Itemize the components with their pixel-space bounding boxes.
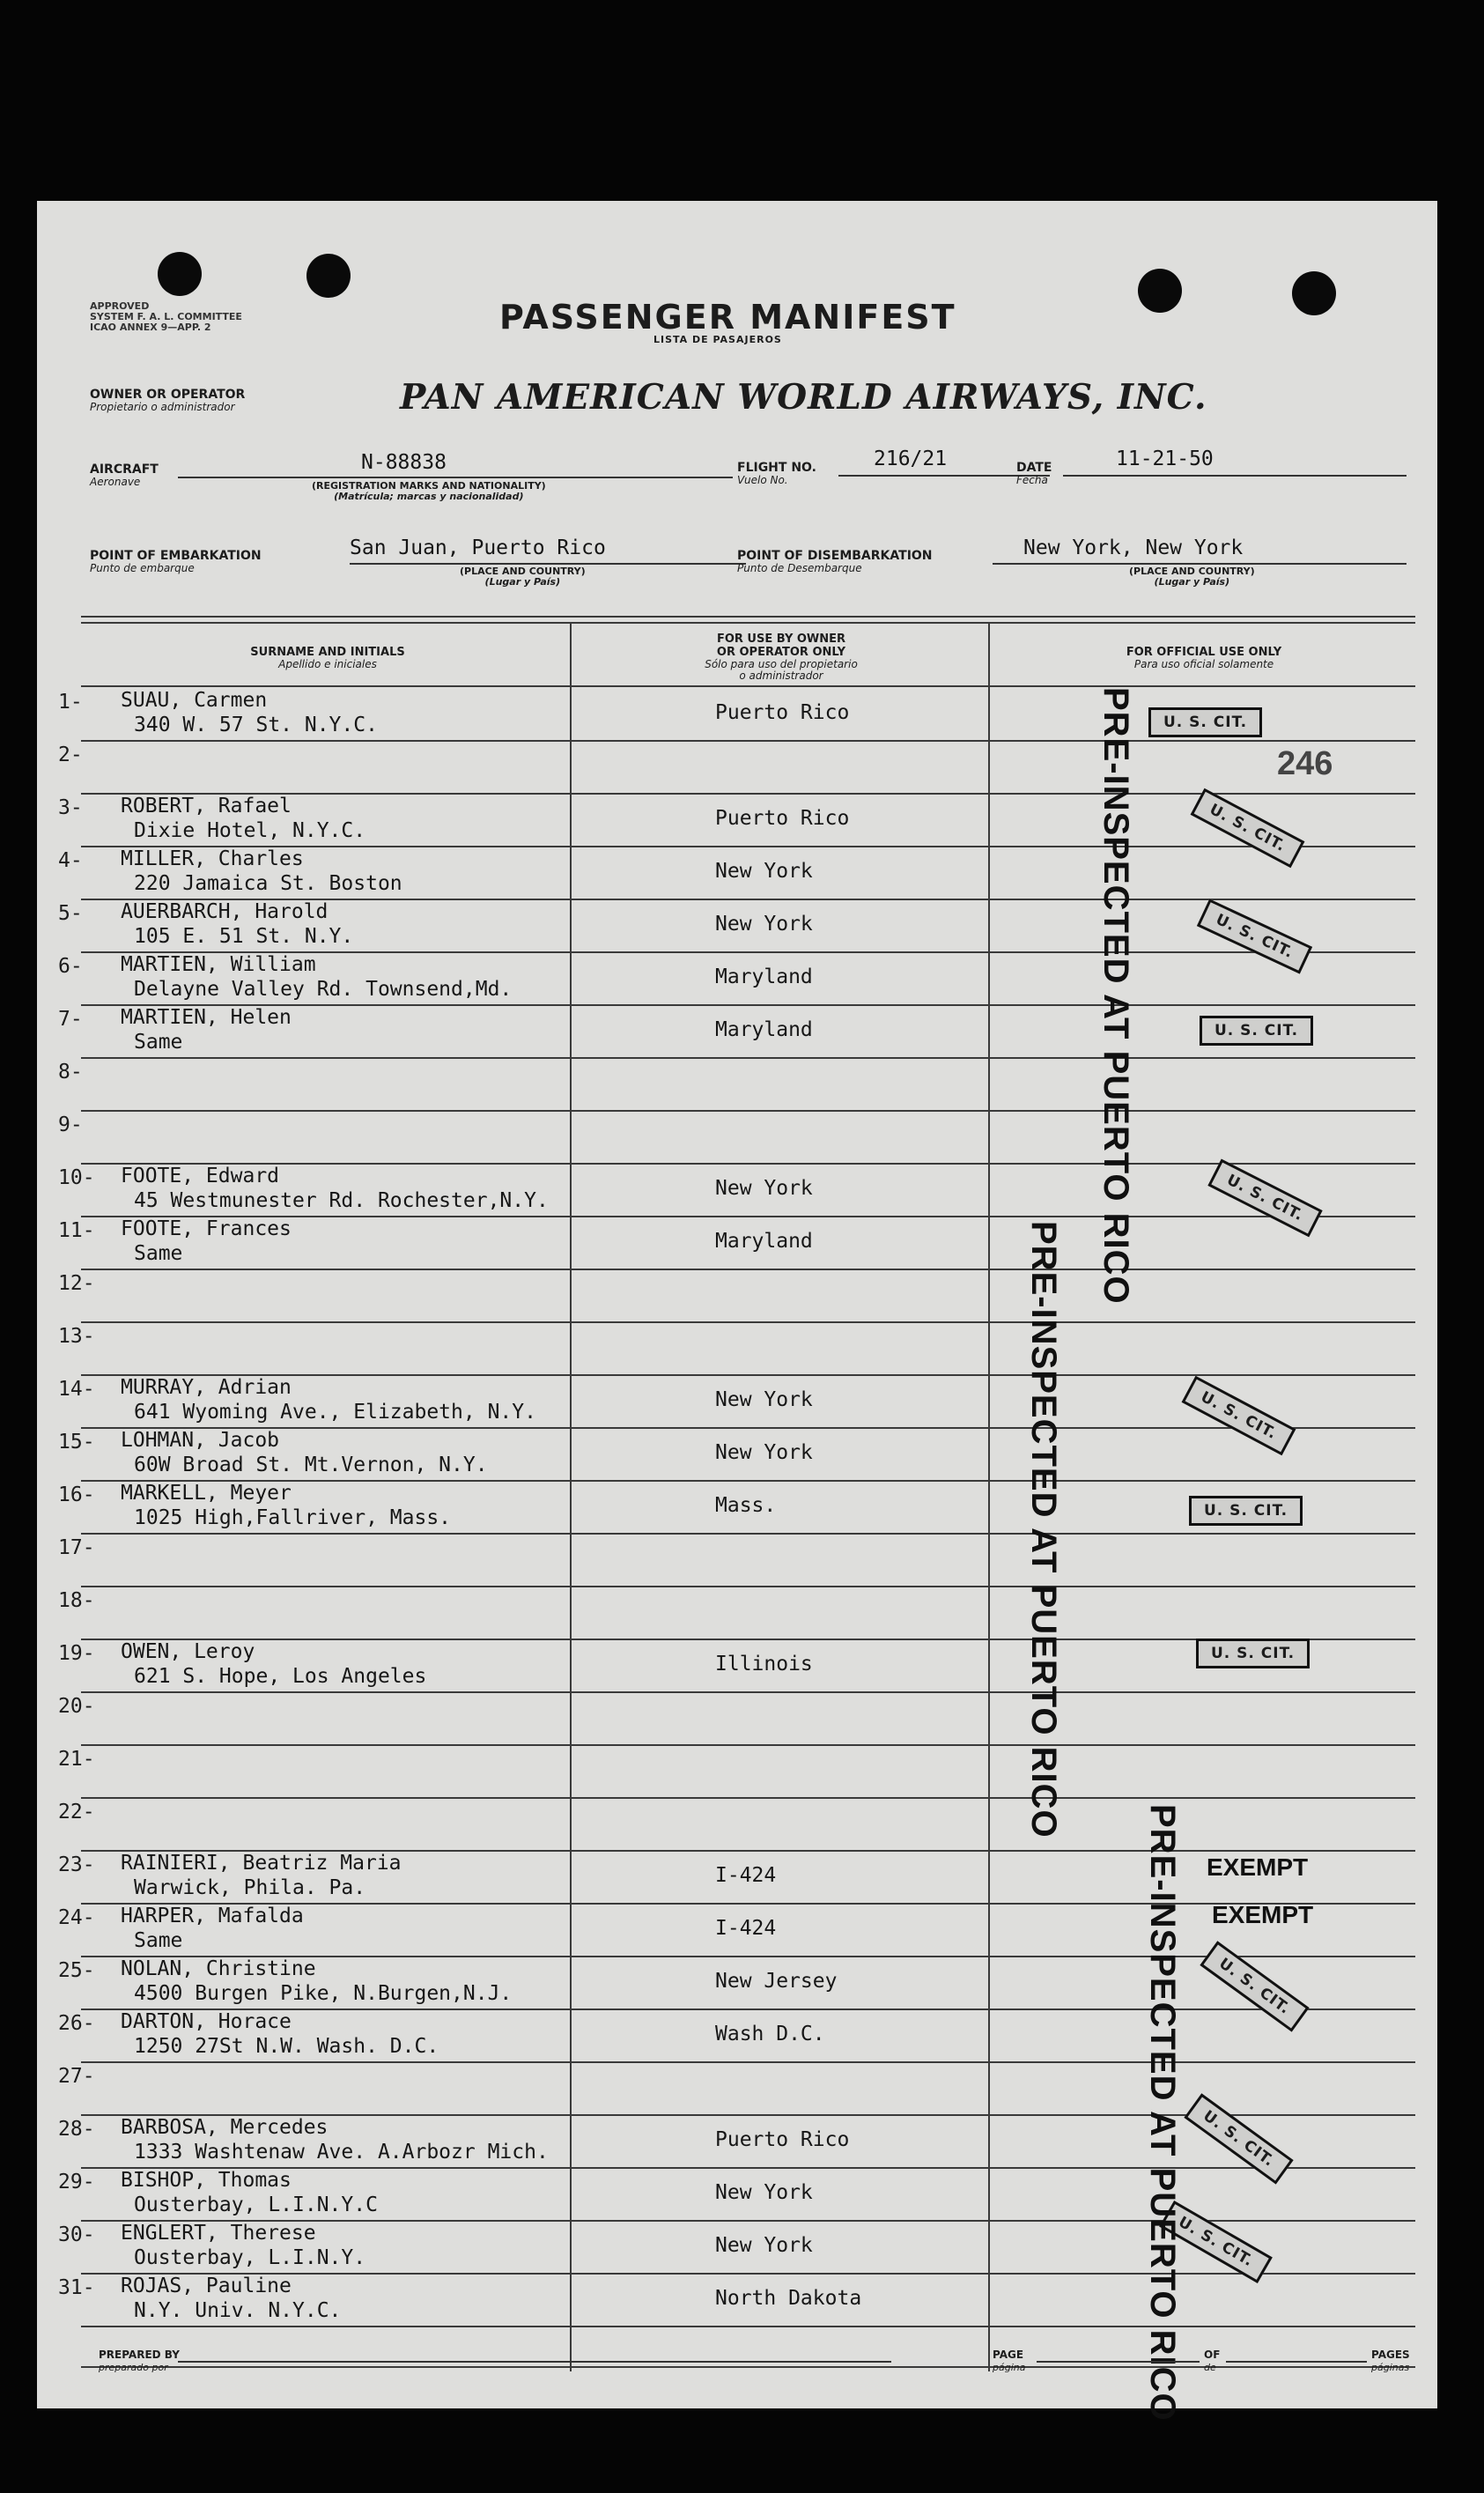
header-bottom-rule <box>81 685 1415 687</box>
row-number: 23- <box>58 1853 95 1876</box>
row-number: 9- <box>58 1113 83 1136</box>
passenger-residence: New York <box>715 860 813 883</box>
disembark-label <box>737 550 933 574</box>
prepared-by-underline <box>178 2361 891 2363</box>
flight-date: 11-21-50 <box>1116 448 1214 470</box>
row-number: 2- <box>58 743 83 766</box>
disembark-underline <box>993 563 1406 565</box>
column-header-official-es: Para uso oficial solamente <box>1133 658 1274 670</box>
date-label-es: Fecha <box>1016 474 1048 486</box>
passenger-address: 1333 Washtenaw Ave. A.Arbozr Mich. <box>134 2141 549 2164</box>
disembark-label-es: Punto de Desembarque <box>737 562 862 574</box>
passenger-residence: Wash D.C. <box>715 2023 825 2045</box>
column-header-owner-es2: o administrador <box>739 669 823 682</box>
row-number: 12- <box>58 1272 95 1295</box>
us-citizen-stamp: U. S. CIT. <box>1196 1639 1310 1668</box>
row-rule <box>81 1321 1415 1323</box>
passenger-residence: Puerto Rico <box>715 2128 850 2151</box>
row-number: 25- <box>58 1959 95 1982</box>
passenger-name: FOOTE, Edward <box>121 1165 280 1187</box>
row-rule <box>81 1744 1415 1746</box>
passenger-residence: I-424 <box>715 1864 777 1887</box>
row-number: 21- <box>58 1748 95 1771</box>
column-divider <box>988 622 990 2371</box>
passenger-address: Same <box>134 1031 183 1054</box>
date-label-text: DATE <box>1016 461 1052 475</box>
passenger-name: BARBOSA, Mercedes <box>121 2116 329 2139</box>
row-number: 7- <box>58 1008 83 1031</box>
row-rule <box>81 2326 1415 2327</box>
row-number: 18- <box>58 1589 95 1612</box>
passenger-address: Same <box>134 1242 183 1265</box>
row-rule <box>81 1427 1415 1429</box>
column-header-official <box>993 646 1415 670</box>
us-citizen-stamp: U. S. CIT. <box>1191 788 1305 869</box>
passenger-name: DARTON, Horace <box>121 2010 292 2033</box>
passenger-address: 4500 Burgen Pike, N.Burgen,N.J. <box>134 1982 513 2005</box>
passenger-name: SUAU, Carmen <box>121 689 268 712</box>
row-number: 15- <box>58 1431 95 1454</box>
pages-label-es: páginas <box>1371 2362 1410 2373</box>
row-number: 17- <box>58 1536 95 1559</box>
passenger-residence: New Jersey <box>715 1970 838 1993</box>
approval-line: ICAO ANNEX 9—APP. 2 <box>90 322 211 333</box>
passenger-residence: Puerto Rico <box>715 807 850 830</box>
page-label-es: página <box>993 2362 1026 2373</box>
passenger-residence: Maryland <box>715 1230 813 1253</box>
row-number: 31- <box>58 2276 95 2299</box>
registration-note-text: (REGISTRATION MARKS AND NATIONALITY) <box>312 480 546 492</box>
punch-hole <box>1138 269 1182 313</box>
place-note2-es: (Lugar y País) <box>1154 576 1230 588</box>
passenger-address: 105 E. 51 St. N.Y. <box>134 925 354 948</box>
passenger-address: Ousterbay, L.I.N.Y. <box>134 2246 366 2269</box>
page-underline <box>1037 2361 1200 2363</box>
punch-hole <box>306 254 351 298</box>
passenger-address: Dixie Hotel, N.Y.C. <box>134 819 366 842</box>
passenger-residence: North Dakota <box>715 2287 862 2310</box>
approval-line: APPROVED <box>90 300 150 312</box>
preinspected-stamp: PRE-INSPECTED AT PUERTO RICO <box>1024 1221 1063 1838</box>
embark-label-text: POINT OF EMBARKATION <box>90 549 262 563</box>
pages-label <box>1371 2349 1410 2373</box>
flight-label <box>737 462 816 486</box>
date-label <box>1016 462 1052 486</box>
row-number: 26- <box>58 2012 95 2035</box>
passenger-name: LOHMAN, Jacob <box>121 1429 280 1452</box>
page-label-text: PAGE <box>993 2349 1024 2361</box>
row-rule <box>81 740 1415 742</box>
passenger-residence: New York <box>715 2234 813 2257</box>
column-header-official-text: FOR OFFICIAL USE ONLY <box>1126 646 1282 659</box>
page-subtitle: LISTA DE PASAJEROS <box>653 334 782 345</box>
row-number: 24- <box>58 1906 95 1929</box>
us-citizen-stamp: U. S. CIT. <box>1159 2201 1273 2283</box>
row-rule <box>81 1586 1415 1587</box>
page-title: PASSENGER MANIFEST <box>499 298 956 337</box>
aircraft-underline <box>178 477 733 478</box>
passenger-address: 621 S. Hope, Los Angeles <box>134 1665 427 1688</box>
embark-place-note <box>460 566 586 588</box>
punch-hole <box>1292 271 1336 315</box>
prepared-by-label <box>99 2349 180 2373</box>
disembarkation-point: New York, New York <box>1023 536 1244 559</box>
passenger-name: NOLAN, Christine <box>121 1957 316 1980</box>
row-rule <box>81 1163 1415 1165</box>
row-number: 16- <box>58 1483 95 1506</box>
passenger-residence: New York <box>715 913 813 936</box>
row-number: 8- <box>58 1061 83 1084</box>
us-citizen-stamp: U. S. CIT. <box>1200 1941 1309 2031</box>
date-underline <box>1063 475 1406 477</box>
place-note-es: (Lugar y País) <box>484 576 561 588</box>
row-rule <box>81 1797 1415 1799</box>
us-citizen-stamp: U. S. CIT. <box>1197 899 1312 973</box>
flight-label-es: Vuelo No. <box>737 474 788 486</box>
passenger-address: 60W Broad St. Mt.Vernon, N.Y. <box>134 1454 488 1476</box>
passenger-address: 1250 27St N.W. Wash. D.C. <box>134 2035 439 2058</box>
owner-label-text: OWNER OR OPERATOR <box>90 388 246 402</box>
page-label <box>993 2349 1025 2373</box>
passenger-address: 641 Wyoming Ave., Elizabeth, N.Y. <box>134 1401 536 1424</box>
row-rule <box>81 2061 1415 2063</box>
row-number: 6- <box>58 955 83 978</box>
disembark-label-text: POINT OF DISEMBARKATION <box>737 549 933 563</box>
column-header-surname-text: SURNAME AND INITIALS <box>250 646 405 659</box>
row-number: 11- <box>58 1219 95 1242</box>
page-number-stamp: 246 <box>1277 745 1333 782</box>
us-citizen-stamp: U. S. CIT. <box>1189 1496 1303 1526</box>
disembark-place-note <box>1129 566 1255 588</box>
passenger-residence: New York <box>715 1441 813 1464</box>
passenger-address: 1025 High,Fallriver, Mass. <box>134 1506 452 1529</box>
of-label-text: OF <box>1204 2349 1221 2361</box>
passenger-address: N.Y. Univ. N.Y.C. <box>134 2299 342 2322</box>
row-rule <box>81 1533 1415 1535</box>
row-rule <box>81 1110 1415 1112</box>
embarkation-point: San Juan, Puerto Rico <box>350 536 606 559</box>
row-number: 1- <box>58 691 83 714</box>
row-number: 10- <box>58 1166 95 1189</box>
row-rule <box>81 1691 1415 1693</box>
place-note2-text: (PLACE AND COUNTRY) <box>1129 566 1255 577</box>
us-citizen-stamp: U. S. CIT. <box>1182 1376 1296 1456</box>
approval-note <box>90 301 242 333</box>
table-top-rule <box>81 622 1415 624</box>
passenger-residence: New York <box>715 1388 813 1411</box>
place-note-text: (PLACE AND COUNTRY) <box>460 566 586 577</box>
passenger-name: MARKELL, Meyer <box>121 1482 292 1505</box>
embark-underline <box>350 563 746 565</box>
passenger-address: 220 Jamaica St. Boston <box>134 872 402 895</box>
column-header-surname-es: Apellido e iniciales <box>278 658 377 670</box>
exempt-stamp: EXEMPT <box>1207 1853 1309 1881</box>
of-underline <box>1226 2361 1367 2363</box>
flight-label-text: FLIGHT NO. <box>737 461 816 475</box>
row-number: 14- <box>58 1378 95 1401</box>
aircraft-label-es: Aeronave <box>90 476 141 488</box>
row-number: 28- <box>58 2118 95 2141</box>
prepared-by-es: preparado por <box>99 2362 168 2373</box>
row-number: 13- <box>58 1325 95 1348</box>
passenger-name: ROJAS, Pauline <box>121 2275 292 2297</box>
aircraft-label-text: AIRCRAFT <box>90 462 159 477</box>
preinspected-stamp: PRE-INSPECTED AT PUERTO RICO <box>1096 687 1135 1305</box>
registration-note-es: (Matrícula; marcas y nacionalidad) <box>334 491 524 502</box>
row-number: 22- <box>58 1801 95 1824</box>
embark-label-es: Punto de embarque <box>90 562 195 574</box>
row-number: 5- <box>58 902 83 925</box>
column-header-owner-es: Sólo para uso del propietario <box>705 658 858 670</box>
column-header-owner <box>574 632 988 682</box>
exempt-stamp: EXEMPT <box>1212 1901 1314 1928</box>
passenger-name: MARTIEN, William <box>121 953 316 976</box>
row-number: 4- <box>58 849 83 872</box>
passenger-name: OWEN, Leroy <box>121 1640 255 1663</box>
row-rule <box>81 1269 1415 1270</box>
passenger-address: Delayne Valley Rd. Townsend,Md. <box>134 978 513 1001</box>
passenger-address: 45 Westmunester Rd. Rochester,N.Y. <box>134 1189 549 1212</box>
row-rule <box>81 1057 1415 1059</box>
passenger-name: HARPER, Mafalda <box>121 1905 304 1927</box>
flight-number: 216/21 <box>874 448 948 470</box>
passenger-residence: New York <box>715 2181 813 2204</box>
passenger-residence: I-424 <box>715 1917 777 1940</box>
passenger-residence: Maryland <box>715 965 813 988</box>
row-number: 3- <box>58 796 83 819</box>
row-number: 20- <box>58 1695 95 1718</box>
registration-note <box>312 481 546 502</box>
passenger-name: MARTIEN, Helen <box>121 1006 292 1029</box>
table-top-rule <box>81 616 1415 618</box>
passenger-name: BISHOP, Thomas <box>121 2169 292 2192</box>
embark-label <box>90 550 262 574</box>
passenger-name: ENGLERT, Therese <box>121 2222 316 2245</box>
passenger-address: Ousterbay, L.I.N.Y.C <box>134 2193 378 2216</box>
operator-name: PAN AMERICAN WORLD AIRWAYS, INC. <box>400 377 1207 418</box>
us-citizen-stamp: U. S. CIT. <box>1184 2093 1293 2184</box>
preinspected-stamp: PRE-INSPECTED AT PUERTO RICO <box>1143 1804 1182 2422</box>
owner-label <box>90 388 245 413</box>
column-divider <box>570 622 572 2371</box>
passenger-name: RAINIERI, Beatriz Maria <box>121 1852 402 1875</box>
us-citizen-stamp: U. S. CIT. <box>1207 1159 1322 1238</box>
passenger-name: FOOTE, Frances <box>121 1217 292 1240</box>
passenger-residence: Maryland <box>715 1018 813 1041</box>
passenger-name: MILLER, Charles <box>121 847 304 870</box>
passenger-address: 340 W. 57 St. N.Y.C. <box>134 714 378 736</box>
column-header-owner-text2: OR OPERATOR ONLY <box>716 646 846 659</box>
aircraft-registration: N-88838 <box>361 451 447 474</box>
column-header-owner-text: FOR USE BY OWNER <box>716 632 846 646</box>
owner-label-es: Propietario o administrador <box>90 401 235 413</box>
passenger-name: MURRAY, Adrian <box>121 1376 292 1399</box>
passenger-name: ROBERT, Rafael <box>121 795 292 817</box>
of-label <box>1204 2349 1220 2373</box>
row-number: 19- <box>58 1642 95 1665</box>
of-label-es: de <box>1204 2362 1216 2373</box>
row-number: 27- <box>58 2065 95 2088</box>
row-number: 29- <box>58 2171 95 2193</box>
passenger-residence: New York <box>715 1177 813 1200</box>
approval-line: SYSTEM F. A. L. COMMITTEE <box>90 311 242 322</box>
passenger-residence: Puerto Rico <box>715 701 850 724</box>
punch-hole <box>158 252 202 296</box>
passenger-address: Same <box>134 1929 183 1952</box>
aircraft-label <box>90 463 159 488</box>
prepared-by-text: PREPARED BY <box>99 2349 180 2361</box>
pages-label-text: PAGES <box>1371 2349 1410 2361</box>
passenger-residence: Mass. <box>715 1494 777 1517</box>
passenger-residence: Illinois <box>715 1653 813 1676</box>
passenger-name: AUERBARCH, Harold <box>121 900 329 923</box>
row-number: 30- <box>58 2223 95 2246</box>
us-citizen-stamp: U. S. CIT. <box>1148 707 1262 737</box>
us-citizen-stamp: U. S. CIT. <box>1200 1016 1313 1046</box>
passenger-address: Warwick, Phila. Pa. <box>134 1876 366 1899</box>
manifest-page <box>37 201 1437 2422</box>
column-header-surname <box>107 646 548 670</box>
